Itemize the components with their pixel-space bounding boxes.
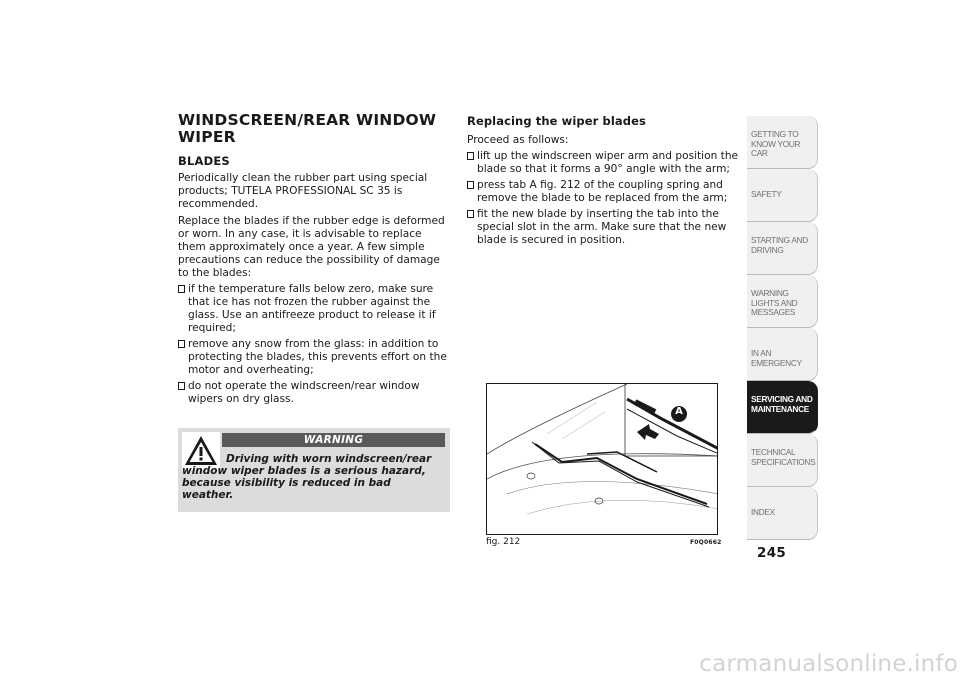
tab-safety[interactable] [747, 169, 818, 222]
list-item-text: lift up the windscreen wiper arm and position the blade so that it forms a 90° angle with the arm; [477, 150, 739, 175]
list-item-text: do not operate the windscreen/rear window wipers on dry glass. [188, 380, 420, 405]
callout-label-a: A [675, 406, 683, 417]
paragraph: Periodically clean the rubber part using special products; TUTELA PROFESSIONAL SC 35 is recommended. [178, 172, 428, 210]
warning-header: WARNING [222, 433, 445, 447]
tab-label: INDEX [751, 507, 775, 517]
page-title: WINDSCREEN/REAR WINDOW WIPER [178, 111, 437, 146]
warning-text: Driving with worn windscreen/rear window wiper blades is a serious hazard, because visibility is reduced in bad weather. [182, 453, 432, 501]
figure-code: F0Q0662 [690, 539, 722, 546]
list-item-text: if the temperature falls below zero, make sure that ice has not frozen the rubber against the glass. Use an antifreeze product to release it if required; [188, 283, 436, 334]
watermark: carmanualsonline.info [699, 651, 958, 677]
bullet-list [467, 150, 742, 247]
list-item [178, 338, 450, 377]
list-item [178, 380, 450, 406]
wiper-illustration [486, 383, 718, 535]
checkbox-bullet-icon [467, 210, 474, 218]
tab-index[interactable] [747, 487, 818, 540]
tab-starting-and-driving[interactable] [747, 222, 818, 275]
tab-label: TECHNICAL SPECIFICATIONS [751, 447, 816, 467]
list-item [467, 179, 742, 205]
tab-technical-specifications[interactable] [747, 434, 818, 487]
paragraph: Proceed as follows: [467, 134, 569, 146]
checkbox-bullet-icon [467, 181, 474, 189]
warning-box [178, 428, 450, 512]
checkbox-bullet-icon [178, 382, 185, 390]
tab-warning-lights-and-messages[interactable] [747, 275, 818, 328]
list-item-text: press tab A fig. 212 of the coupling spring and remove the blade to be replaced from the arm; [477, 179, 728, 204]
tab-in-an-emergency[interactable] [747, 328, 818, 381]
tab-label: IN AN EMERGENCY [751, 348, 802, 368]
right-column [467, 114, 742, 250]
figure-caption: fig. 212 [486, 537, 521, 547]
list-item-text: remove any snow from the glass: in addition to protecting the blades, this prevents effort on the motor and overheating; [188, 338, 447, 376]
paragraph: Replace the blades if the rubber edge is deformed or worn. In any case, it is advisable to replace them approximately once a year. A few simple precautions can reduce the possibility of damage to the blades: [178, 215, 445, 279]
arrow-icon [637, 424, 659, 440]
tab-label: GETTING TO KNOW YOUR CAR [751, 129, 801, 158]
section-heading-blades: BLADES [178, 154, 230, 168]
list-item [467, 150, 742, 176]
list-item [467, 208, 742, 247]
tab-label: SAFETY [751, 189, 782, 199]
bullet-list [178, 283, 450, 406]
list-item [178, 283, 450, 335]
left-column [178, 112, 450, 409]
tab-getting-to-know-your-car[interactable] [747, 116, 818, 169]
section-heading-replacing: Replacing the wiper blades [467, 114, 646, 128]
checkbox-bullet-icon [178, 285, 185, 293]
tab-label: SERVICING AND MAINTENANCE [751, 394, 813, 414]
tab-label: STARTING AND DRIVING [751, 235, 808, 255]
page-number: 245 [757, 545, 787, 561]
tab-label: WARNING LIGHTS AND MESSAGES [751, 288, 798, 317]
checkbox-bullet-icon [178, 340, 185, 348]
checkbox-bullet-icon [467, 152, 474, 160]
list-item-text: fit the new blade by inserting the tab into the special slot in the arm. Make sure that the new blade is secured in position. [477, 208, 727, 246]
chapter-tabs [747, 116, 818, 540]
tab-servicing-and-maintenance[interactable] [747, 381, 818, 434]
